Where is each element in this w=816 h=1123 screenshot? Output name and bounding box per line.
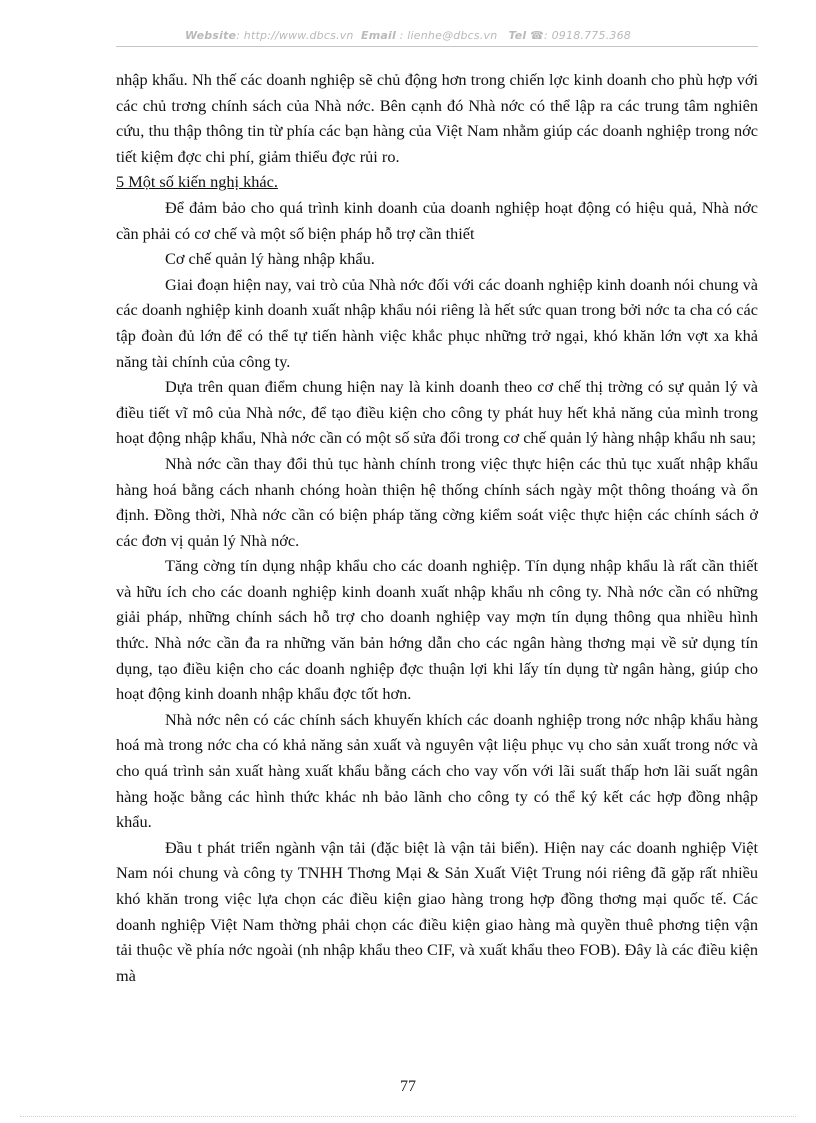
email-value: : lienhe@dbcs.vn — [399, 29, 498, 42]
website-label: Website — [185, 29, 237, 42]
paragraph-9: Đầu t phát triển ngành vận tải (đặc biệt là vận tải biển). Hiện nay các doanh nghiệp Việt Nam nói chung và công ty TNHH Thơng Mại & Sản Xuất Việt Trung nói riêng đã gặp rất nhiều khó khăn trong việc lựa chọn các điều kiện giao hàng trong hợp đồng thơng mại quốc tế. Các doanh nghiệp Việt Nam thờng phải chọn các điều kiện giao hàng mà quyền thuê phơng tiện vận tải thuộc về phía nớc ngoài (nh nhập khẩu theo CIF, và xuất khẩu theo FOB). Đây là các điều kiện mà — [116, 837, 758, 985]
paragraph-3: Cơ chế quản lý hàng nhập khẩu. — [165, 249, 375, 269]
website-value: : http://www.dbcs.vn — [236, 29, 354, 42]
paragraph-5: Dựa trên quan điểm chung hiện nay là kinh doanh theo cơ chế thị trờng có sự quản lý và điều tiết vĩ mô của Nhà nớc, để tạo điều kiện cho công ty phát huy hết khả năng của mình trong hoạt động nhập khẩu, Nhà nớc cần có một số sửa đổi trong cơ chế quản lý hàng nhập khẩu nh sau; — [116, 377, 758, 448]
section-heading: 5 Một số kiến nghị khác. — [116, 172, 278, 192]
page-number: 77 — [400, 1078, 416, 1095]
header-divider — [116, 46, 758, 47]
tel-value: ☎: 0918.775.368 — [530, 29, 631, 42]
tel-label: Tel — [508, 29, 527, 42]
paragraph-6: Nhà nớc cần thay đổi thủ tục hành chính trong việc thực hiện các thủ tục xuất nhập khẩu hàng hoá bằng cách nhanh chóng hoàn thiện hệ thống chính sách ngày một thông thoáng và ổn định. Đồng thời, Nhà nớc cần có biện pháp tăng cờng kiểm soát việc thực hiện các chính sách ở các đơn vị quản lý Nhà nớc. — [116, 453, 758, 550]
paragraph-1: nhập khẩu. Nh thế các doanh nghiệp sẽ chủ động hơn trong chiến lợc kinh doanh cho phù hợp với các chủ trơng chính sách của Nhà nớc. Bên cạnh đó Nhà nớc có thể lập ra các trung tâm nghiên cứu, thu thập thông tin từ phía các bạn hàng của Việt Nam nhằm giúp các doanh nghiệp trong nớc tiết kiệm đợc chi phí, giảm thiểu đợc rủi ro. — [116, 70, 758, 166]
paragraph-7: Tăng cờng tín dụng nhập khẩu cho các doanh nghiệp. Tín dụng nhập khẩu là rất cần thiết và hữu ích cho các doanh nghiệp kinh doanh xuất nhập khẩu nh công ty. Nhà nớc cần có những giải pháp, những chính sách hỗ trợ cho doanh nghiệp vay mợn tín dụng thông qua nhiều hình thức. Nhà nớc cần đa ra những văn bản hớng dẫn cho các ngân hàng thơng mại về sử dụng tín dụng, tạo điều kiện cho các doanh nghiệp đợc thuận lợi khi lấy tín dụng từ ngân hàng, giúp cho hoạt động kinh doanh nhập khẩu đợc tốt hơn. — [116, 556, 758, 704]
document-body — [116, 67, 758, 988]
paragraph-2: Để đảm bảo cho quá trình kinh doanh của doanh nghiệp hoạt động có hiệu quả, Nhà nớc cần phải có cơ chế và một số biện pháp hỗ trợ cần thiết — [116, 197, 758, 243]
email-label: Email — [361, 29, 396, 42]
bottom-divider — [20, 1116, 796, 1117]
page-header — [0, 29, 816, 42]
paragraph-8: Nhà nớc nên có các chính sách khuyến khích các doanh nghiệp trong nớc nhập khẩu hàng hoá mà trong nớc cha có khả năng sản xuất và nguyên vật liệu phục vụ cho sản xuất trong nớc và cho quá trình sản xuất hàng xuất khẩu bằng cách cho vay vốn với lãi suất thấp hơn lãi suất ngân hàng hoặc bằng các hình thức khác nh bảo lãnh cho công ty có thể ký kết các hợp đồng nhập khẩu. — [116, 709, 758, 832]
paragraph-4: Giai đoạn hiện nay, vai trò của Nhà nớc đối với các doanh nghiệp kinh doanh nói chung và các doanh nghiệp kinh doanh xuất nhập khẩu nói riêng là hết sức quan trong bởi nớc ta cha có các tập đoàn đủ lớn để có thể tự tiến hành việc khắc phục những trở ngại, khó khăn lớn vợt xa khả năng tài chính của công ty. — [116, 274, 758, 371]
